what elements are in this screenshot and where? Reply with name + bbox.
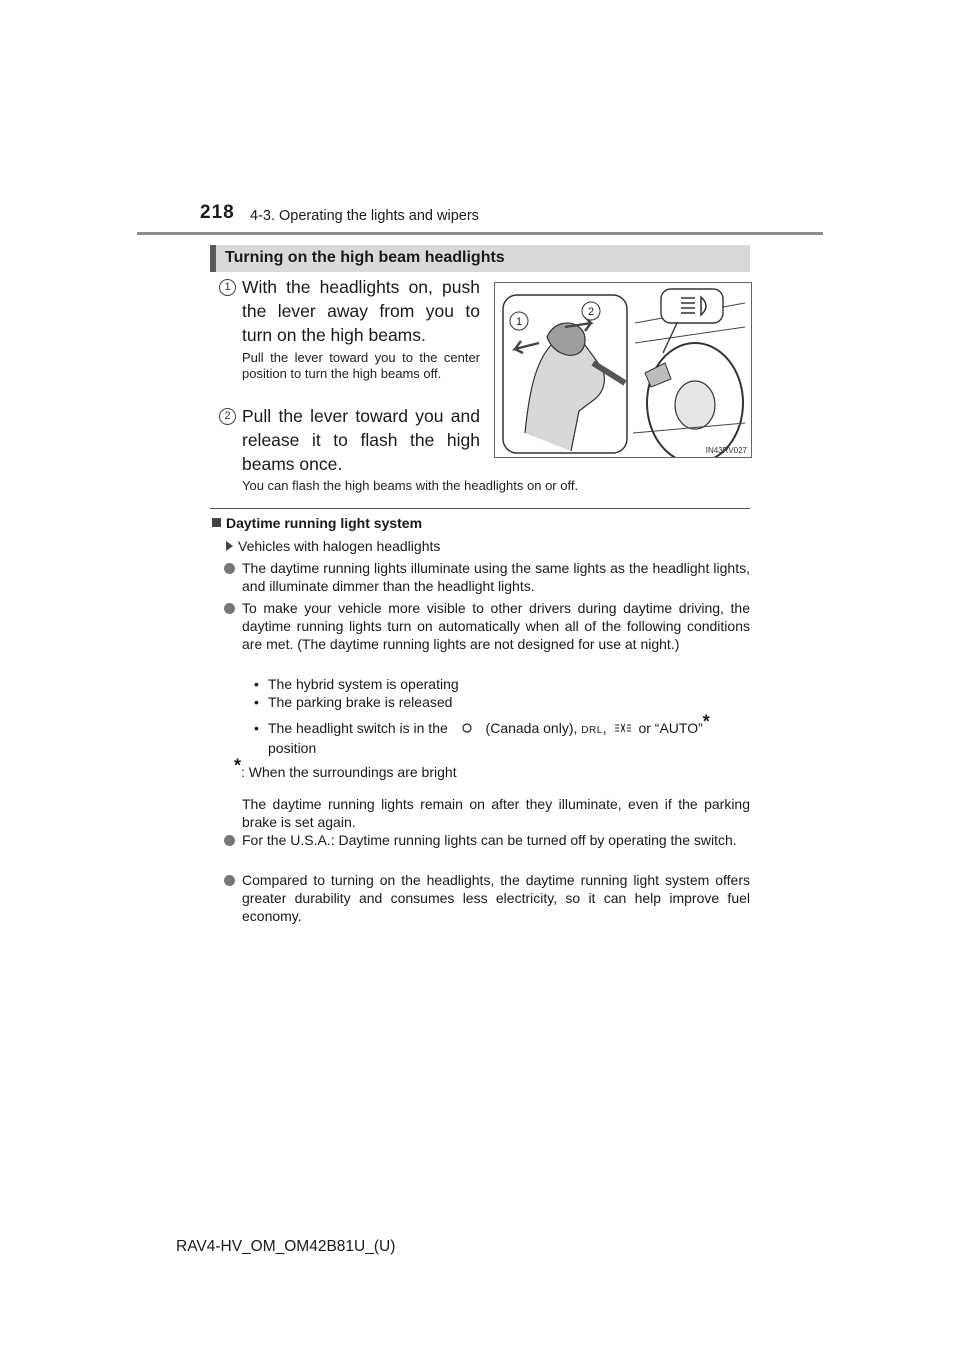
bullet-dot-icon: [224, 563, 235, 574]
headlight-lever-illustration: [494, 282, 752, 458]
step-2-text: Pull the lever toward you and release it to flash the high beams once.: [242, 406, 480, 474]
callout-1: 1: [515, 316, 523, 328]
section-divider: [210, 508, 750, 509]
footnote: *: When the surroundings are bright: [234, 755, 457, 780]
section-heading-bar: [210, 245, 750, 272]
step-number-2: 2: [219, 408, 236, 425]
section-heading: Turning on the high beam headlights: [225, 249, 505, 266]
bullet-dot-icon: [224, 835, 235, 846]
step-1-note: Pull the lever toward you to the center position to turn the high beams off.: [242, 350, 480, 381]
condition-3-cont: position: [268, 740, 317, 756]
document-code-footer: RAV4-HV_OM_OM42B81U_(U): [176, 1238, 396, 1255]
square-bullet-icon: [212, 518, 221, 527]
drl-bullet-4: Compared to turning on the headlights, the daytime running light system offers greater durability and consumes less electricity, so it can help improve fuel economy.: [242, 872, 750, 924]
lever-diagram-icon: [495, 283, 751, 457]
triangle-bullet-icon: [226, 541, 233, 551]
bullet-dot-icon: [224, 875, 235, 886]
drl-bullet-2: To make your vehicle more visible to other drivers during daytime driving, the daytime running lights turn on automatically when all of the following conditions are met. (The daytime running lights are not designed for use at night.): [242, 600, 750, 652]
page-number: 218: [200, 202, 235, 223]
section-title: 4-3. Operating the lights and wipers: [250, 208, 479, 224]
parking-light-icon: [611, 720, 635, 738]
remain-note: The daytime running lights remain on after they illuminate, even if the parking brake is set again.: [242, 796, 750, 830]
headlight-off-icon: [452, 720, 482, 738]
figure-code: IN43RV027: [705, 446, 747, 455]
drl-heading: [212, 515, 422, 531]
drl-heading-text: Daytime running light system: [226, 515, 423, 531]
drl-bullet-1: The daytime running lights illuminate using the same lights as the headlight lights, and illuminate dimmer than the headlight lights.: [242, 560, 750, 594]
applies-to-text: Vehicles with halogen headlights: [238, 538, 441, 554]
callout-2: 2: [587, 306, 595, 318]
header-rule: [137, 232, 823, 235]
footnote-asterisk: *: [702, 711, 710, 732]
condition-1: • The hybrid system is operating: [254, 676, 459, 692]
applies-to-line: [226, 537, 440, 555]
step-2-note: You can flash the high beams with the headlights on or off.: [242, 478, 579, 493]
condition-3: • The headlight switch is in the (Canada only), DRL, or “AUTO”*: [254, 719, 754, 740]
drl-label: DRL: [581, 725, 603, 736]
drl-bullet-3: For the U.S.A.: Daytime running lights can be turned off by operating the switch.: [242, 832, 737, 848]
step-number-1: 1: [219, 279, 236, 296]
step-1-text: With the headlights on, push the lever away from you to turn on the high beams.: [242, 277, 480, 345]
bullet-dot-icon: [224, 603, 235, 614]
condition-2: • The parking brake is released: [254, 694, 453, 710]
